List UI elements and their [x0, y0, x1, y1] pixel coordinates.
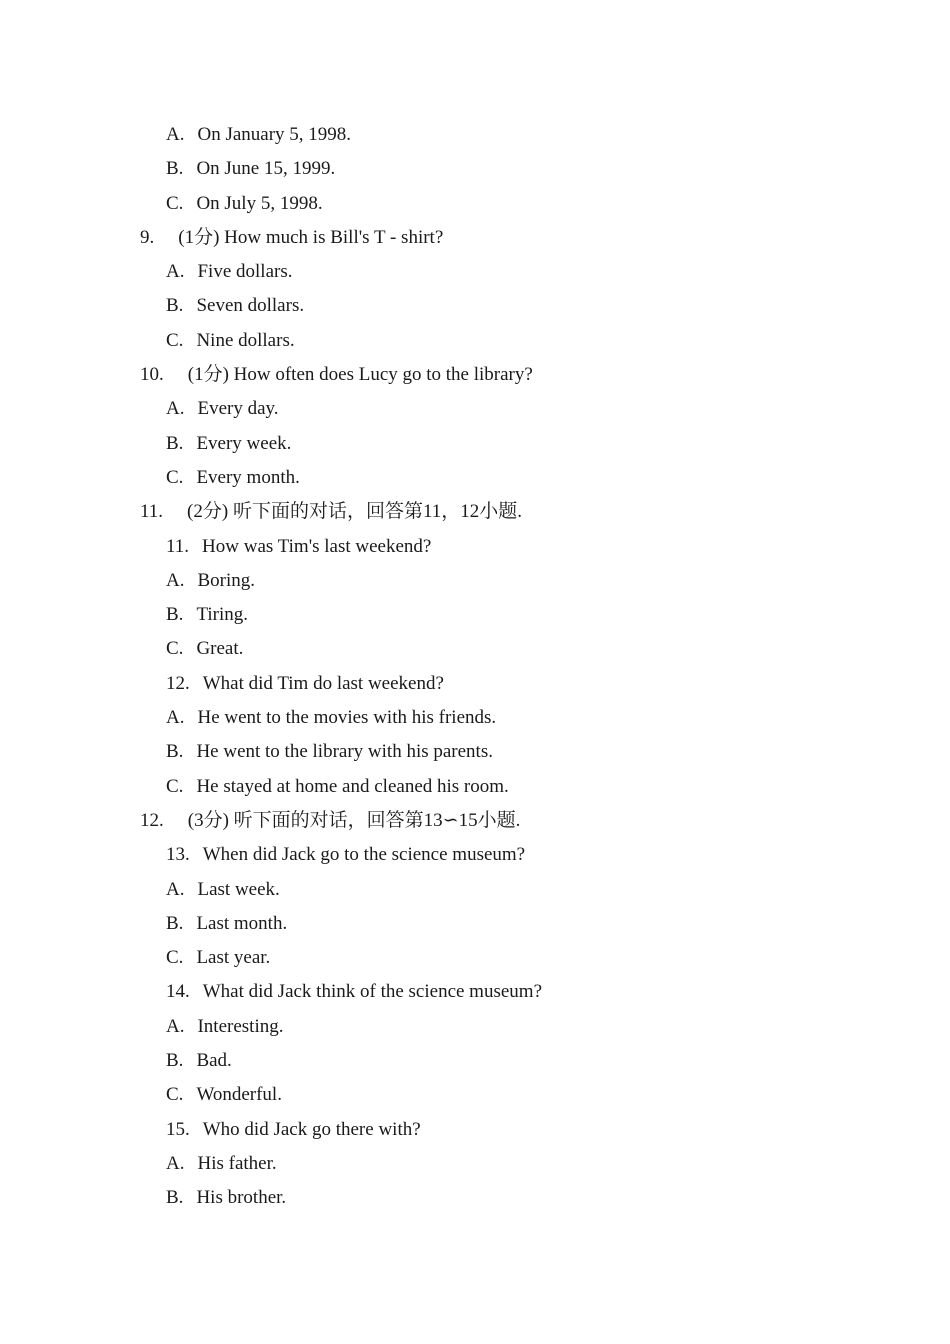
- question-line: [0, 221, 950, 255]
- option-line: [0, 289, 950, 323]
- line-text: Last month.: [196, 912, 288, 934]
- option-letter: B.: [166, 432, 184, 454]
- question-line: [0, 495, 950, 529]
- line-text: Last week.: [197, 878, 280, 900]
- line-text: Tiring.: [196, 604, 249, 626]
- line-text: Boring.: [197, 569, 256, 591]
- question-list: [0, 118, 950, 1216]
- line-text: He went to the library with his parents.: [196, 741, 493, 763]
- option-letter: C.: [166, 192, 184, 214]
- option-line: [0, 118, 950, 152]
- option-letter: C.: [166, 1084, 184, 1106]
- option-letter: A.: [166, 261, 185, 283]
- option-line: [0, 1044, 950, 1078]
- line-text: On July 5, 1998.: [196, 192, 323, 214]
- line-text: Every day.: [197, 398, 279, 420]
- line-text: Last year.: [196, 947, 271, 969]
- option-letter: C.: [166, 947, 184, 969]
- option-line: [0, 735, 950, 769]
- option-line: [0, 941, 950, 975]
- option-line: [0, 701, 950, 735]
- option-line: [0, 873, 950, 907]
- line-text: Every week.: [196, 432, 292, 454]
- option-line: [0, 564, 950, 598]
- sub-question-number: 12.: [166, 672, 190, 694]
- option-line: [0, 392, 950, 426]
- sub-question-line: [0, 975, 950, 1009]
- question-number: 10.: [140, 364, 164, 386]
- option-line: [0, 1147, 950, 1181]
- sub-question-number: 13.: [166, 844, 190, 866]
- sub-question-line: [0, 838, 950, 872]
- option-letter: B.: [166, 1187, 184, 1209]
- option-letter: B.: [166, 741, 184, 763]
- sub-question-number: 11.: [166, 535, 190, 557]
- question-number: 11.: [140, 501, 164, 523]
- option-letter: A.: [166, 878, 185, 900]
- option-line: [0, 324, 950, 358]
- line-text: (1分) How often does Lucy go to the library?: [187, 364, 533, 386]
- option-line: [0, 598, 950, 632]
- option-letter: B.: [166, 1050, 184, 1072]
- line-text: Seven dollars.: [196, 295, 305, 317]
- option-line: [0, 907, 950, 941]
- line-text: (1分) How much is Bill's T - shirt?: [178, 226, 444, 248]
- line-text: He went to the movies with his friends.: [197, 707, 497, 729]
- option-line: [0, 461, 950, 495]
- line-text: Nine dollars.: [196, 329, 295, 351]
- sub-question-number: 15.: [166, 1118, 190, 1140]
- line-text: What did Tim do last weekend?: [202, 672, 444, 694]
- option-letter: B.: [166, 604, 184, 626]
- line-text: What did Jack think of the science museum?: [202, 981, 543, 1003]
- sub-question-line: [0, 1113, 950, 1147]
- line-text: On June 15, 1999.: [196, 158, 336, 180]
- line-text: Five dollars.: [197, 261, 293, 283]
- line-text: On January 5, 1998.: [197, 124, 352, 145]
- option-letter: A.: [166, 124, 185, 145]
- option-letter: C.: [166, 329, 184, 351]
- option-line: [0, 152, 950, 186]
- option-letter: A.: [166, 569, 185, 591]
- line-text: (3分) 听下面的对话，回答第13∽15小题.: [187, 809, 521, 831]
- option-line: [0, 1181, 950, 1215]
- line-text: Every month.: [196, 466, 300, 488]
- line-text: How was Tim's last weekend?: [202, 535, 432, 557]
- option-line: [0, 1010, 950, 1044]
- sub-question-number: 14.: [166, 981, 190, 1003]
- line-text: Great.: [196, 638, 244, 660]
- question-line: [0, 804, 950, 838]
- line-text: Interesting.: [197, 1015, 284, 1037]
- option-letter: A.: [166, 707, 185, 729]
- option-letter: C.: [166, 466, 184, 488]
- question-number: 12.: [140, 809, 164, 831]
- question-line: [0, 358, 950, 392]
- option-line: [0, 632, 950, 666]
- line-text: Who did Jack go there with?: [202, 1118, 421, 1140]
- option-line: [0, 255, 950, 289]
- option-letter: B.: [166, 295, 184, 317]
- option-letter: B.: [166, 158, 184, 180]
- question-number: 9.: [140, 226, 155, 248]
- sub-question-line: [0, 530, 950, 564]
- option-letter: A.: [166, 1152, 185, 1174]
- line-text: Wonderful.: [196, 1084, 282, 1106]
- option-line: [0, 187, 950, 221]
- option-line: [0, 427, 950, 461]
- option-letter: A.: [166, 398, 185, 420]
- line-text: He stayed at home and cleaned his room.: [196, 775, 509, 797]
- line-text: His father.: [197, 1152, 277, 1174]
- option-line: [0, 1078, 950, 1112]
- option-letter: A.: [166, 1015, 185, 1037]
- option-letter: C.: [166, 775, 184, 797]
- line-text: When did Jack go to the science museum?: [202, 844, 526, 866]
- line-text: (2分) 听下面的对话，回答第11，12小题.: [187, 501, 522, 523]
- line-text: His brother.: [196, 1187, 287, 1209]
- sub-question-line: [0, 667, 950, 701]
- option-line: [0, 770, 950, 804]
- line-text: Bad.: [196, 1050, 232, 1072]
- option-letter: C.: [166, 638, 184, 660]
- option-letter: B.: [166, 912, 184, 934]
